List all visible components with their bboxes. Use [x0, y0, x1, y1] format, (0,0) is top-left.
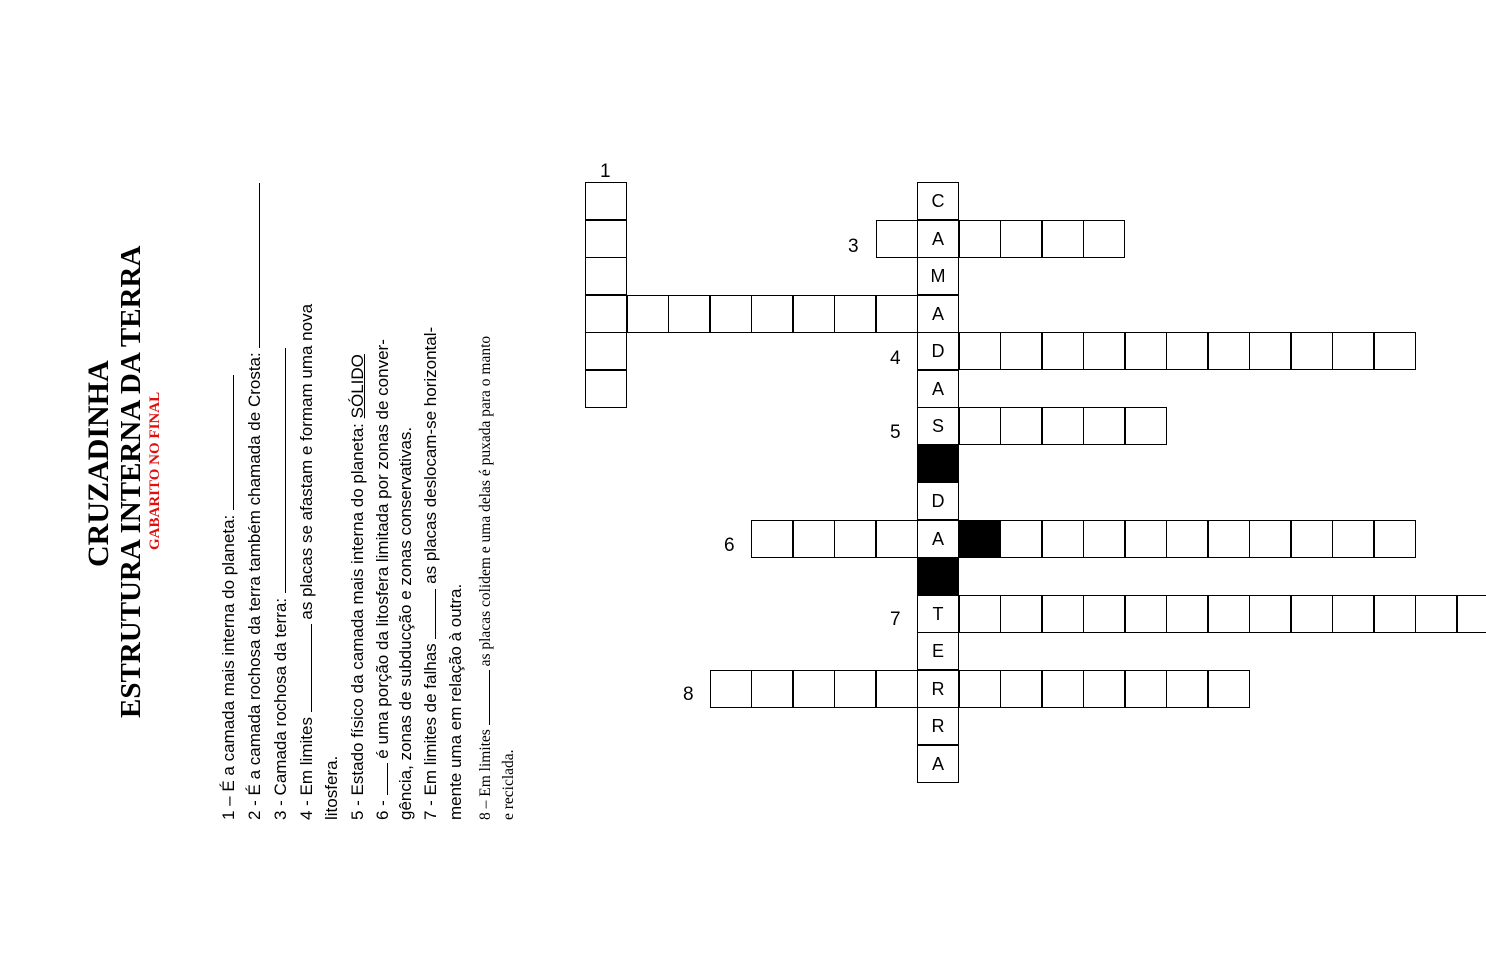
grid-cell[interactable]: A: [917, 220, 959, 258]
grid-cell[interactable]: [585, 370, 627, 408]
grid-cell[interactable]: A: [917, 745, 959, 783]
grid-cell[interactable]: [1000, 520, 1042, 558]
grid-cell[interactable]: [876, 295, 918, 333]
grid-cell[interactable]: [793, 295, 835, 333]
clue-4-text-b: as placas se afastam e formam uma nova: [297, 303, 316, 620]
clue-6-line-2: gência, zonas de subducção e zonas conservativas.: [396, 426, 415, 820]
grid-cell[interactable]: [1125, 407, 1167, 445]
clue-2: [244, 183, 264, 820]
grid-cell[interactable]: R: [917, 707, 959, 745]
grid-cell[interactable]: [1374, 595, 1416, 633]
grid-cell[interactable]: [1000, 670, 1042, 708]
grid-cell[interactable]: [1249, 520, 1291, 558]
grid-cell[interactable]: [627, 295, 669, 333]
grid-cell[interactable]: [834, 670, 876, 708]
grid-cell[interactable]: [1374, 520, 1416, 558]
grid-cell[interactable]: [1291, 595, 1333, 633]
grid-cell-black: [917, 445, 959, 483]
grid-cell[interactable]: [1083, 332, 1125, 370]
grid-number-6: 6: [724, 535, 735, 556]
grid-cell[interactable]: [1125, 332, 1167, 370]
grid-cell[interactable]: [1208, 595, 1250, 633]
grid-cell[interactable]: [1415, 595, 1457, 633]
grid-cell[interactable]: [1291, 520, 1333, 558]
grid-cell[interactable]: [751, 520, 793, 558]
grid-cell[interactable]: [1000, 220, 1042, 258]
grid-cell[interactable]: [1374, 332, 1416, 370]
clue-2-blank: [244, 183, 260, 348]
grid-cell[interactable]: R: [917, 670, 959, 708]
worksheet-title: CRUZADINHA: [82, 360, 115, 567]
grid-cell[interactable]: [710, 295, 752, 333]
clue-7-line-2: mente uma em relação à outra.: [446, 583, 465, 820]
clue-4-line-2: litosfera.: [322, 755, 341, 820]
grid-cell[interactable]: [751, 295, 793, 333]
grid-cell[interactable]: D: [917, 332, 959, 370]
grid-cell[interactable]: [876, 520, 918, 558]
clue-4-text-a: 4 - Em limites: [297, 717, 316, 820]
grid-cell[interactable]: [585, 295, 627, 333]
clue-5-answer: SÓLIDO: [348, 354, 367, 419]
clue-8-line-2: e reciclada.: [500, 749, 517, 820]
grid-cell[interactable]: [1332, 595, 1374, 633]
grid-cell[interactable]: A: [917, 370, 959, 408]
clue-8-text-a: 8 – Em limites: [477, 729, 494, 820]
grid-cell[interactable]: [959, 332, 1001, 370]
grid-cell[interactable]: [1000, 332, 1042, 370]
clue-3-blank: [270, 348, 286, 593]
grid-cell[interactable]: [1000, 407, 1042, 445]
grid-cell[interactable]: [959, 595, 1001, 633]
grid-cell[interactable]: [1291, 332, 1333, 370]
grid-cell[interactable]: D: [917, 482, 959, 520]
grid-cell[interactable]: [1000, 595, 1042, 633]
grid-cell[interactable]: [959, 670, 1001, 708]
clue-8-line-1: [474, 336, 494, 820]
grid-cell[interactable]: [1083, 220, 1125, 258]
clue-4-line-1: [296, 304, 316, 820]
grid-number-7: 7: [890, 609, 901, 630]
grid-cell[interactable]: [876, 670, 918, 708]
grid-cell[interactable]: [1249, 332, 1291, 370]
grid-cell[interactable]: [668, 295, 710, 333]
worksheet-subtitle: ESTRUTURA INTERNA DA TERRA: [115, 245, 147, 718]
grid-cell[interactable]: [1457, 595, 1486, 633]
grid-cell[interactable]: C: [917, 182, 959, 220]
grid-cell[interactable]: [793, 670, 835, 708]
grid-cell[interactable]: [710, 670, 752, 708]
grid-cell[interactable]: [959, 220, 1001, 258]
clue-6-text-b: é uma porção da litosfera limitada por zonas de conver-: [373, 339, 392, 759]
grid-cell[interactable]: [1166, 670, 1208, 708]
clue-5: [348, 354, 367, 820]
grid-number-5: 5: [890, 422, 901, 443]
grid-number-1: 1: [600, 161, 611, 182]
grid-cell[interactable]: [585, 257, 627, 295]
grid-cell[interactable]: [1042, 595, 1084, 633]
grid-cell[interactable]: [1042, 670, 1084, 708]
grid-cell[interactable]: [834, 520, 876, 558]
grid-cell[interactable]: [834, 295, 876, 333]
clue-1-blank: [218, 375, 234, 510]
grid-number-3: 3: [848, 236, 859, 257]
grid-cell[interactable]: [793, 520, 835, 558]
grid-cell[interactable]: [1249, 595, 1291, 633]
clue-7-text-b: as placas deslocam-se horizontal-: [421, 326, 440, 584]
grid-cell-black: [917, 557, 959, 595]
clue-1: [218, 375, 238, 820]
clue-1-text: 1 – É a camada mais interna do planeta:: [219, 514, 238, 820]
answer-key-note: GABARITO NO FINAL: [147, 391, 163, 550]
clue-6-text-a: 6 -: [373, 800, 392, 820]
grid-cell[interactable]: [1332, 332, 1374, 370]
grid-cell[interactable]: S: [917, 407, 959, 445]
grid-cell[interactable]: [1208, 332, 1250, 370]
grid-cell[interactable]: [1042, 407, 1084, 445]
grid-cell[interactable]: T: [917, 595, 959, 633]
grid-cell[interactable]: [1083, 670, 1125, 708]
grid-cell[interactable]: [1166, 595, 1208, 633]
grid-cell[interactable]: [1166, 520, 1208, 558]
clue-2-text: 2 - É a camada rochosa da terra também chamada de Crosta:: [245, 352, 264, 820]
grid-cell[interactable]: [1125, 670, 1167, 708]
clue-3: [270, 348, 290, 820]
grid-cell[interactable]: [751, 670, 793, 708]
grid-cell[interactable]: [585, 220, 627, 258]
clue-6-blank: [372, 763, 388, 795]
grid-cell[interactable]: [876, 220, 918, 258]
clue-5-text: 5 - Estado físico da camada mais interna do planeta:: [348, 423, 367, 820]
grid-cell[interactable]: M: [917, 257, 959, 295]
grid-cell[interactable]: E: [917, 632, 959, 670]
clue-6-line-1: [372, 339, 392, 820]
clue-7-blank: [420, 589, 436, 639]
grid-cell[interactable]: [1083, 520, 1125, 558]
grid-cell[interactable]: [1332, 520, 1374, 558]
clue-4-blank: [296, 624, 312, 712]
grid-number-4: 4: [890, 348, 901, 369]
grid-cell[interactable]: [1125, 595, 1167, 633]
grid-cell[interactable]: [1208, 670, 1250, 708]
grid-cell[interactable]: [1083, 407, 1125, 445]
grid-cell[interactable]: [1042, 220, 1084, 258]
grid-cell[interactable]: [1208, 520, 1250, 558]
grid-cell[interactable]: A: [917, 520, 959, 558]
grid-cell[interactable]: [585, 332, 627, 370]
grid-number-8: 8: [683, 684, 694, 705]
grid-cell[interactable]: [1125, 520, 1167, 558]
grid-cell[interactable]: [959, 407, 1001, 445]
grid-cell-black: [959, 520, 1001, 558]
grid-cell[interactable]: [1083, 595, 1125, 633]
clue-8-blank: [474, 670, 490, 725]
clue-7-text-a: 7 - Em limites de falhas: [421, 643, 440, 820]
grid-cell[interactable]: [585, 182, 627, 220]
clue-7-line-1: [420, 327, 440, 820]
grid-cell[interactable]: A: [917, 295, 959, 333]
grid-cell[interactable]: [1042, 520, 1084, 558]
clue-8-text-b: as placas colidem e uma delas é puxada para o manto: [477, 335, 494, 667]
grid-cell[interactable]: [1042, 332, 1084, 370]
clue-3-text: 3 - Camada rochosa da terra:: [271, 597, 290, 820]
grid-cell[interactable]: [1166, 332, 1208, 370]
